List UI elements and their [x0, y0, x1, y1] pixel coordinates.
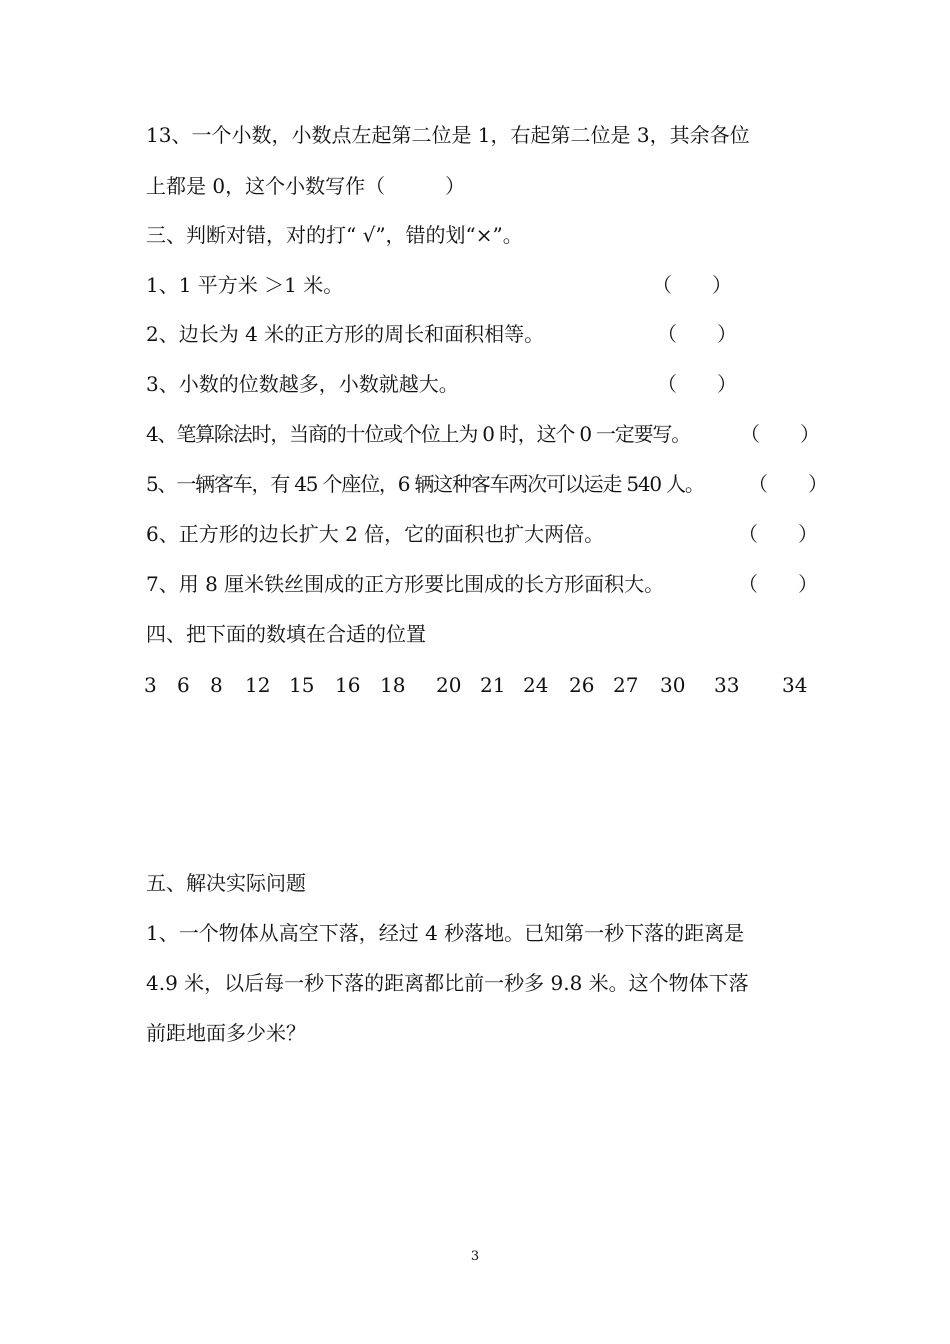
answer-paren-2: （ ） [657, 322, 737, 346]
number-item: 33 [714, 673, 740, 697]
number-item: 27 [613, 673, 639, 697]
answer-paren-5: （ ） [748, 472, 828, 496]
number-item: 16 [335, 673, 361, 697]
number-item: 6 [177, 673, 190, 697]
answer-paren-1: （ ） [652, 273, 732, 297]
number-item: 24 [523, 673, 549, 697]
number-item: 30 [660, 673, 686, 697]
number-item: 8 [210, 673, 223, 697]
number-item: 12 [245, 673, 271, 697]
judge-item-7: 7、用 8 厘米铁丝围成的正方形要比围成的长方形面积大。 [146, 572, 665, 596]
section3-title: 三、判断对错，对的打“ √”，错的划“×”。 [146, 223, 523, 247]
problem-1-line-3: 前距地面多少米？ [146, 1021, 306, 1045]
number-item: 26 [569, 673, 595, 697]
number-item: 21 [480, 673, 506, 697]
number-item: 18 [380, 673, 406, 697]
section4-title: 四、把下面的数填在合适的位置 [146, 622, 426, 646]
answer-paren-6: （ ） [738, 522, 818, 546]
problem-1-line-2: 4.9 米，以后每一秒下落的距离都比前一秒多 9.8 米。这个物体下落 [146, 971, 749, 995]
q13-line-1: 13、一个小数，小数点左起第二位是 1，右起第二位是 3，其余各位 [146, 123, 750, 147]
judge-item-4: 4、笔算除法时，当商的十位或个位上为 0 时，这个 0 一定要写。 [146, 422, 691, 446]
number-item: 15 [289, 673, 315, 697]
answer-paren-4: （ ） [740, 422, 820, 446]
judge-item-3: 3、小数的位数越多，小数就越大。 [146, 372, 459, 396]
judge-item-2: 2、边长为 4 米的正方形的周长和面积相等。 [146, 322, 545, 346]
section5-title: 五、解决实际问题 [146, 871, 306, 895]
number-item: 20 [436, 673, 462, 697]
answer-paren-3: （ ） [657, 372, 737, 396]
answer-paren-7: （ ） [738, 572, 818, 596]
judge-item-5: 5、一辆客车，有 45 个座位，6 辆这种客车两次可以运走 540 人。 [146, 472, 704, 496]
q13-line-2: 上都是 0，这个小数写作（ ） [146, 174, 466, 198]
problem-1-line-1: 1、一个物体从高空下落，经过 4 秒落地。已知第一秒下落的距离是 [146, 921, 745, 945]
number-item: 34 [782, 673, 808, 697]
number-item: 3 [144, 673, 157, 697]
judge-item-6: 6、正方形的边长扩大 2 倍，它的面积也扩大两倍。 [146, 522, 605, 546]
judge-item-1: 1、1 平方米 ＞1 米。 [146, 273, 344, 297]
page-number: 3 [470, 1249, 480, 1264]
